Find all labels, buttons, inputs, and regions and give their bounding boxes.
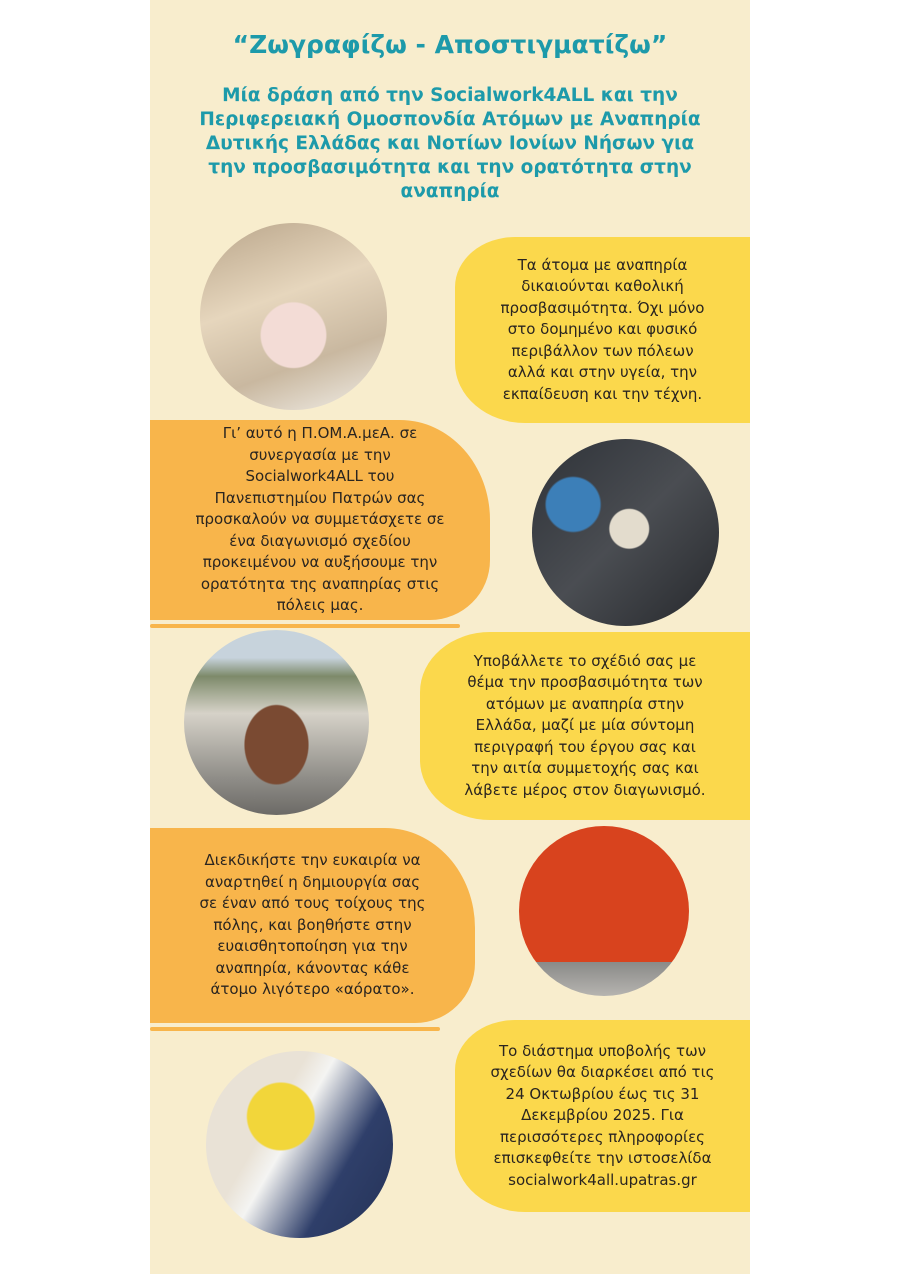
text-line: στο δομημένο και φυσικό (507, 320, 698, 339)
text-line: προσβασιμότητα. Όχι μόνο (500, 298, 705, 317)
text-line: προκειμένου να αυξήσουμε την (202, 553, 438, 572)
text-line: Τα άτομα με αναπηρία (517, 255, 688, 274)
text-line: περιγραφή του έργου σας και (474, 737, 696, 756)
photo-child-painting (200, 223, 387, 410)
text-line: πόλεις μας. (276, 596, 364, 615)
decorative-underline (150, 1027, 440, 1031)
info-block-opportunity (150, 828, 475, 1023)
text-line: ατόμων με αναπηρία στην (485, 694, 685, 713)
subtitle-line: Μία δράση από την Socialwork4ALL και την (222, 85, 678, 106)
subtitle-line: αναπηρία (400, 181, 500, 202)
text-line: Δεκεμβρίου 2025. Για (521, 1106, 684, 1125)
text-line: Γι’ αυτό η Π.ΟΜ.Α.μεΑ. σε (222, 424, 418, 443)
text-line: αναπηρία, κάνοντας κάθε (215, 958, 410, 977)
text-line: Πανεπιστημίου Πατρών σας (214, 488, 426, 507)
photo-drawing-hands (206, 1051, 393, 1238)
photo-wheelchair-artist (532, 439, 719, 626)
text-line: σε έναν από τους τοίχους της (199, 894, 426, 913)
subtitle-line: Περιφερειακή Ομοσπονδία Ατόμων με Αναπηρία (199, 109, 701, 130)
text-line: Υποβάλλετε το σχέδιό σας με (473, 651, 697, 670)
photo-mural-building (184, 630, 369, 815)
decorative-underline (150, 624, 460, 628)
info-block-dates-website (455, 1020, 750, 1212)
subtitle-line: την προσβασιμότητα και την ορατότητα στην (208, 157, 692, 178)
info-block-invitation (150, 420, 490, 620)
text-line: επισκεφθείτε την ιστοσελίδα (493, 1149, 712, 1168)
text-line: πόλης, και βοηθήστε στην (213, 915, 412, 934)
text-line: λάβετε μέρος στον διαγωνισμό. (464, 780, 706, 799)
text-line: περιβάλλον των πόλεων (511, 341, 694, 360)
text-line: Το διάστημα υποβολής των (498, 1041, 707, 1060)
text-line: σχεδίων θα διαρκέσει από τις (490, 1063, 715, 1082)
poster-subtitle (170, 84, 730, 204)
text-line: αλλά και στην υγεία, την (507, 363, 698, 382)
text-line: ορατότητα της αναπηρίας στις (200, 574, 440, 593)
poster-title: “Ζωγραφίζω - Αποστιγματίζω” (232, 30, 668, 59)
photo-orange-floral-wall (519, 826, 689, 996)
text-line: ένα διαγωνισμό σχεδίου (229, 531, 411, 550)
text-line: αναρτηθεί η δημιουργία σας (204, 872, 421, 891)
info-block-submission (420, 632, 750, 820)
text-line: θέμα την προσβασιμότητα των (467, 673, 703, 692)
text-line: εκπαίδευση και την τέχνη. (502, 384, 703, 403)
info-block-accessibility (455, 237, 750, 423)
text-line: άτομο λιγότερο «αόρατο». (210, 980, 415, 999)
subtitle-line: Δυτικής Ελλάδας και Νοτίων Ιονίων Νήσων για (205, 133, 695, 154)
text-line: Ελλάδα, μαζί με μία σύντομη (475, 716, 695, 735)
text-line: ευαισθητοποίηση για την (217, 937, 408, 956)
text-line: περισσότερες πληροφορίες (500, 1127, 705, 1146)
text-line: συνεργασία με την (249, 445, 391, 464)
text-line: προσκαλούν να συμμετάσχετε σε (195, 510, 445, 529)
text-line: 24 Οκτωβρίου έως τις 31 (505, 1084, 700, 1103)
text-line: δικαιούνται καθολική (521, 277, 684, 296)
text-line: την αιτία συμμετοχής σας και (471, 759, 699, 778)
website-link[interactable]: socialwork4all.upatras.gr (508, 1170, 697, 1189)
text-line: Διεκδικήστε την ευκαιρία να (204, 851, 421, 870)
text-line: Socialwork4ALL του (245, 467, 395, 486)
